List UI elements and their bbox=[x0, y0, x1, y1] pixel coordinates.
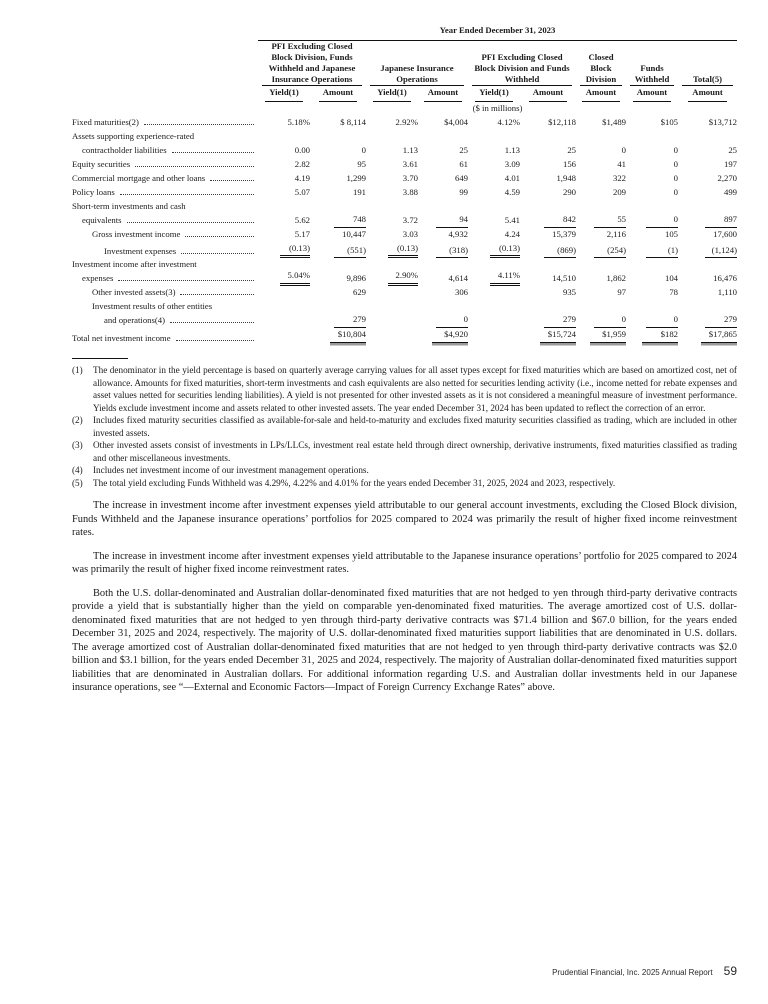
table-cell: 5.18% bbox=[287, 117, 310, 128]
table-cell: 191 bbox=[352, 186, 366, 197]
page-footer bbox=[552, 964, 737, 978]
table-cell: 290 bbox=[562, 186, 576, 197]
dot-leader bbox=[210, 180, 254, 181]
table-cell: 4.01 bbox=[504, 172, 520, 183]
table-cell: 0 bbox=[361, 145, 366, 156]
table-cell: 4.24 bbox=[504, 228, 520, 239]
table-cell: (551) bbox=[310, 242, 366, 259]
footnote bbox=[72, 439, 737, 464]
dot-leader bbox=[172, 152, 254, 153]
table-cell: 25 bbox=[459, 145, 468, 156]
table-cell: 104 bbox=[664, 273, 678, 284]
table-cell: 78 bbox=[669, 287, 678, 298]
table-cell: 4,932 bbox=[448, 228, 468, 239]
footnote-separator bbox=[72, 358, 128, 359]
footnote-text: Includes fixed maturity securities classified as available-for-sale and held-to-maturity and excludes fixed maturity securities classified as trading, which are included in other invested assets. bbox=[93, 415, 737, 438]
row-label: Policy loans bbox=[72, 186, 258, 200]
page-number: 59 bbox=[723, 964, 737, 978]
table-cell: 99 bbox=[459, 186, 468, 197]
table-cell: 209 bbox=[612, 186, 626, 197]
table-cell: 2.82 bbox=[294, 159, 310, 170]
table-cell: 897 bbox=[678, 200, 737, 228]
table-cell: (869) bbox=[520, 242, 576, 259]
table-cell: 5.41 bbox=[504, 214, 520, 225]
table-cell: 41 bbox=[617, 159, 626, 170]
table-cell: 105 bbox=[664, 228, 678, 239]
footnote-text: Includes net investment income of our investment management operations. bbox=[93, 465, 369, 476]
table-cell: $105 bbox=[660, 117, 678, 128]
footnote-text: Other invested assets consist of investments in LPs/LLCs, investment real estate held through direct ownership, derivative instruments, fixed maturities classified as trading and other miscellaneous investments. bbox=[93, 440, 737, 463]
column-header: Amount bbox=[576, 86, 626, 102]
table-cell: $1,959 bbox=[576, 328, 626, 346]
dot-leader bbox=[118, 280, 254, 281]
table-cell: 25 bbox=[567, 145, 576, 156]
table-cell: 5.17 bbox=[294, 228, 310, 239]
dot-leader bbox=[127, 222, 254, 223]
table-cell: 0 bbox=[673, 186, 678, 197]
table-cell bbox=[366, 328, 418, 346]
table-row bbox=[72, 328, 737, 346]
body-paragraphs bbox=[72, 499, 737, 695]
table-row bbox=[72, 300, 737, 328]
column-header: Amount bbox=[626, 86, 678, 102]
table-cell: 5.04% bbox=[258, 258, 310, 286]
dot-leader bbox=[176, 340, 254, 341]
column-group-header: Funds Withheld bbox=[626, 41, 678, 87]
table-cell: (0.13) bbox=[366, 242, 418, 259]
dot-leader bbox=[144, 124, 254, 125]
table-cell: 629 bbox=[352, 287, 366, 298]
column-group-header: PFI Excluding Closed Block Division, Funds Withheld and Japanese Insurance Operations bbox=[258, 41, 366, 87]
table-cell: 2,270 bbox=[717, 172, 738, 183]
footnote bbox=[72, 414, 737, 439]
net-investment-income-table bbox=[72, 24, 737, 346]
table-cell: $182 bbox=[626, 328, 678, 346]
column-group-header: PFI Excluding Closed Block Division and Funds Withheld bbox=[468, 41, 576, 87]
table-cell: 499 bbox=[723, 186, 738, 197]
table-cell: 4.19 bbox=[294, 172, 310, 183]
table-row bbox=[72, 130, 737, 158]
table-cell: 0 bbox=[673, 145, 678, 156]
table-cell: 4.12% bbox=[497, 117, 520, 128]
table-cell: 17,600 bbox=[713, 228, 738, 239]
table-cell: 16,476 bbox=[713, 273, 738, 284]
table-cell: 5.62 bbox=[294, 214, 310, 225]
table-cell: (254) bbox=[576, 242, 626, 259]
table-row bbox=[72, 258, 737, 286]
dot-leader bbox=[170, 322, 254, 323]
row-label: Commercial mortgage and other loans bbox=[72, 172, 258, 186]
table-cell bbox=[366, 300, 418, 328]
table-cell: $12,118 bbox=[548, 117, 576, 128]
table-cell: 3.09 bbox=[504, 159, 520, 170]
table-cell: 4.59 bbox=[504, 186, 520, 197]
table-cell: 1.13 bbox=[402, 145, 418, 156]
table-cell: 1,862 bbox=[606, 273, 626, 284]
table-cell bbox=[366, 286, 418, 300]
table-cell: $17,865 bbox=[678, 328, 737, 346]
dot-leader bbox=[181, 253, 254, 254]
page-content bbox=[72, 24, 737, 695]
table-cell: 1,948 bbox=[556, 172, 576, 183]
table-cell: 1,110 bbox=[717, 287, 738, 298]
table-cell: 279 bbox=[310, 300, 366, 328]
footer-report-title: Prudential Financial, Inc. 2025 Annual Report bbox=[552, 968, 713, 977]
table-cell: 156 bbox=[562, 159, 576, 170]
table-cell bbox=[258, 328, 310, 346]
table-cell: 3.03 bbox=[402, 228, 418, 239]
table-cell: 1,299 bbox=[346, 172, 366, 183]
units-note: ($ in millions) bbox=[472, 103, 523, 114]
column-group-header: Closed Block Division bbox=[576, 41, 626, 87]
table-cell: 748 bbox=[310, 200, 366, 228]
table-cell: (1) bbox=[626, 242, 678, 259]
column-group-header: Japanese Insurance Operations bbox=[366, 41, 468, 87]
table-row bbox=[72, 186, 737, 200]
column-header: Yield(1) bbox=[258, 86, 310, 102]
table-cell: 4,614 bbox=[448, 273, 468, 284]
paragraph: The increase in investment income after investment expenses yield attributable to our general account investments, excluding the Closed Block division, Funds Withheld and the Japanese insurance operations’ portfolios for 2025 compared to 2024 was primarily the result of higher fixed income reinvestment rates. bbox=[72, 500, 737, 539]
table-cell: (318) bbox=[418, 242, 468, 259]
footnote bbox=[72, 477, 737, 490]
footnote-number: (5) bbox=[72, 477, 83, 488]
table-cell: 279 bbox=[520, 300, 576, 328]
row-label: Other invested assets(3) bbox=[72, 286, 258, 300]
table-cell: $1,489 bbox=[602, 117, 626, 128]
table-cell bbox=[468, 328, 520, 346]
paragraph: Both the U.S. dollar-denominated and Australian dollar-denominated fixed maturities that are not hedged to yen through third-party derivative contracts provide a yield that is substantially higher than the yield on comparable yen-denominated fixed maturities. The average amortized cost of U.S. dollar-denominated fixed maturities that are not hedged to yen through third-party derivative contracts was $71.4 billion and $67.0 billion, for the years ended December 31, 2025 and 2024, respectively. The majority of U.S. dollar-denominated fixed maturities support liabilities that are denominated in U.S. dollars. The average amortized cost of Australian dollar-denominated fixed maturities that are not hedged to yen through third-party derivative contracts was $2.0 billion and $3.1 billion, for the years ended December 31, 2025 and 2024, respectively. The majority of Australian dollar-denominated fixed maturities support liabilities that are denominated in Australian dollars. For additional information regarding U.S. and Australian dollar investments held in our Japanese insurance operations, see “—External and Economic Factors—Impact of Foreign Currency Exchange Rates” above. bbox=[72, 587, 737, 694]
table-cell: 322 bbox=[612, 172, 626, 183]
table-cell: 2.90% bbox=[366, 258, 418, 286]
table-row bbox=[72, 116, 737, 130]
table-cell: 55 bbox=[576, 200, 626, 228]
footnote-text: The total yield excluding Funds Withheld was 4.29%, 4.22% and 4.01% for the years ended December 31, 2025, 2024 and 2023, respectively. bbox=[93, 477, 616, 488]
table-cell: 15,379 bbox=[552, 228, 576, 239]
row-label: Fixed maturities(2) bbox=[72, 116, 258, 130]
row-label: Short-term investments and cash equivalents bbox=[72, 200, 258, 228]
table-cell: 842 bbox=[520, 200, 576, 228]
table-cell: 5.07 bbox=[294, 186, 310, 197]
table-cell: 197 bbox=[723, 159, 738, 170]
table-cell: $4,004 bbox=[444, 117, 468, 128]
footnote-number: (3) bbox=[72, 440, 83, 451]
row-label: Assets supporting experience-rated contractholder liabilities bbox=[72, 130, 258, 158]
table-cell: $ 8,114 bbox=[340, 117, 366, 128]
table-row bbox=[72, 172, 737, 186]
table-row bbox=[72, 286, 737, 300]
table-cell: 0 bbox=[576, 300, 626, 328]
table-cell: $4,920 bbox=[418, 328, 468, 346]
table-row bbox=[72, 200, 737, 228]
table-cell: $15,724 bbox=[520, 328, 576, 346]
dot-leader bbox=[185, 236, 254, 237]
table-cell: 10,447 bbox=[342, 228, 366, 239]
table-cell: 306 bbox=[454, 287, 468, 298]
table-cell: (0.13) bbox=[468, 242, 520, 259]
table-cell: 0 bbox=[673, 172, 678, 183]
row-label: Investment income after investment expenses bbox=[72, 258, 258, 286]
table-cell: $10,804 bbox=[310, 328, 366, 346]
table-cell: 3.61 bbox=[402, 159, 418, 170]
table-cell: 97 bbox=[617, 287, 626, 298]
row-label: Gross investment income bbox=[72, 228, 258, 242]
table-cell: 94 bbox=[418, 200, 468, 228]
table-cell: 2,116 bbox=[606, 228, 626, 239]
column-header: Amount bbox=[520, 86, 576, 102]
table-cell: 3.88 bbox=[402, 186, 418, 197]
paragraph: The increase in investment income after investment expenses yield attributable to the Japanese insurance operations’ portfolio for 2025 compared to 2024 was primarily the result of higher fixed income reinvestment rates. bbox=[72, 550, 737, 576]
table-cell: $13,712 bbox=[708, 117, 738, 128]
table-row bbox=[72, 158, 737, 172]
row-label: Equity securities bbox=[72, 158, 258, 172]
column-header: Amount bbox=[418, 86, 468, 102]
table-cell: 95 bbox=[357, 159, 366, 170]
footnote bbox=[72, 464, 737, 477]
dot-leader bbox=[120, 194, 254, 195]
row-label: Total net investment income bbox=[72, 328, 258, 346]
table-cell: (1,124) bbox=[678, 242, 737, 259]
table-cell: 0 bbox=[673, 159, 678, 170]
table-cell: 3.70 bbox=[402, 172, 418, 183]
table-cell: 2.92% bbox=[395, 117, 418, 128]
table-cell: 1.13 bbox=[504, 145, 520, 156]
dot-leader bbox=[180, 294, 254, 295]
table-row bbox=[72, 242, 737, 259]
footnote-number: (4) bbox=[72, 465, 83, 476]
table-cell bbox=[468, 300, 520, 328]
table-cell: 0 bbox=[621, 145, 626, 156]
dot-leader bbox=[135, 166, 254, 167]
table-cell: 0 bbox=[418, 300, 468, 328]
column-header: Amount bbox=[678, 86, 737, 102]
footnote-text: The denominator in the yield percentage is based on quarterly average carrying values for all asset types except for fixed maturities which are based on amortized cost, net of allowance. Amounts for fixed maturities, short-term investments and cash equivalents are also netted for securities lending activity (i.e., income netted for rebate expenses and asset values netted for securities lending liabilities). A yield is not presented for other invested assets as it is not considered a meaningful measure of investment performance. Yields exclude investment income and assets related to other invested assets. The year ended December 31, 2024 has been updated to reflect the correction of an error. bbox=[93, 365, 737, 413]
table-cell bbox=[258, 300, 310, 328]
column-header: Yield(1) bbox=[366, 86, 418, 102]
table-cell bbox=[258, 286, 310, 300]
footnote-number: (1) bbox=[72, 365, 83, 376]
table-cell bbox=[468, 286, 520, 300]
footnote-number: (2) bbox=[72, 415, 83, 426]
row-label: Investment expenses bbox=[72, 242, 258, 259]
table-cell: 649 bbox=[454, 172, 468, 183]
table-cell: 3.72 bbox=[402, 214, 418, 225]
table-cell: 0 bbox=[626, 300, 678, 328]
row-label: Investment results of other entities and operations(4) bbox=[72, 300, 258, 328]
column-group-header: Total(5) bbox=[678, 41, 737, 87]
table-cell: (0.13) bbox=[258, 242, 310, 259]
column-header: Amount bbox=[310, 86, 366, 102]
column-header: Yield(1) bbox=[468, 86, 520, 102]
table-cell: 9,896 bbox=[346, 273, 366, 284]
footnotes-block bbox=[72, 364, 737, 489]
table-cell: 279 bbox=[678, 300, 737, 328]
footnote bbox=[72, 364, 737, 414]
table-cell: 25 bbox=[728, 145, 738, 156]
table-cell: 4.11% bbox=[468, 258, 520, 286]
table-cell: 14,510 bbox=[552, 273, 576, 284]
table-cell: 0.00 bbox=[294, 145, 310, 156]
table-cell: 61 bbox=[459, 159, 468, 170]
table-title: Year Ended December 31, 2023 bbox=[258, 24, 737, 41]
table-row bbox=[72, 228, 737, 242]
table-cell: 935 bbox=[562, 287, 576, 298]
table-cell: 0 bbox=[626, 200, 678, 228]
